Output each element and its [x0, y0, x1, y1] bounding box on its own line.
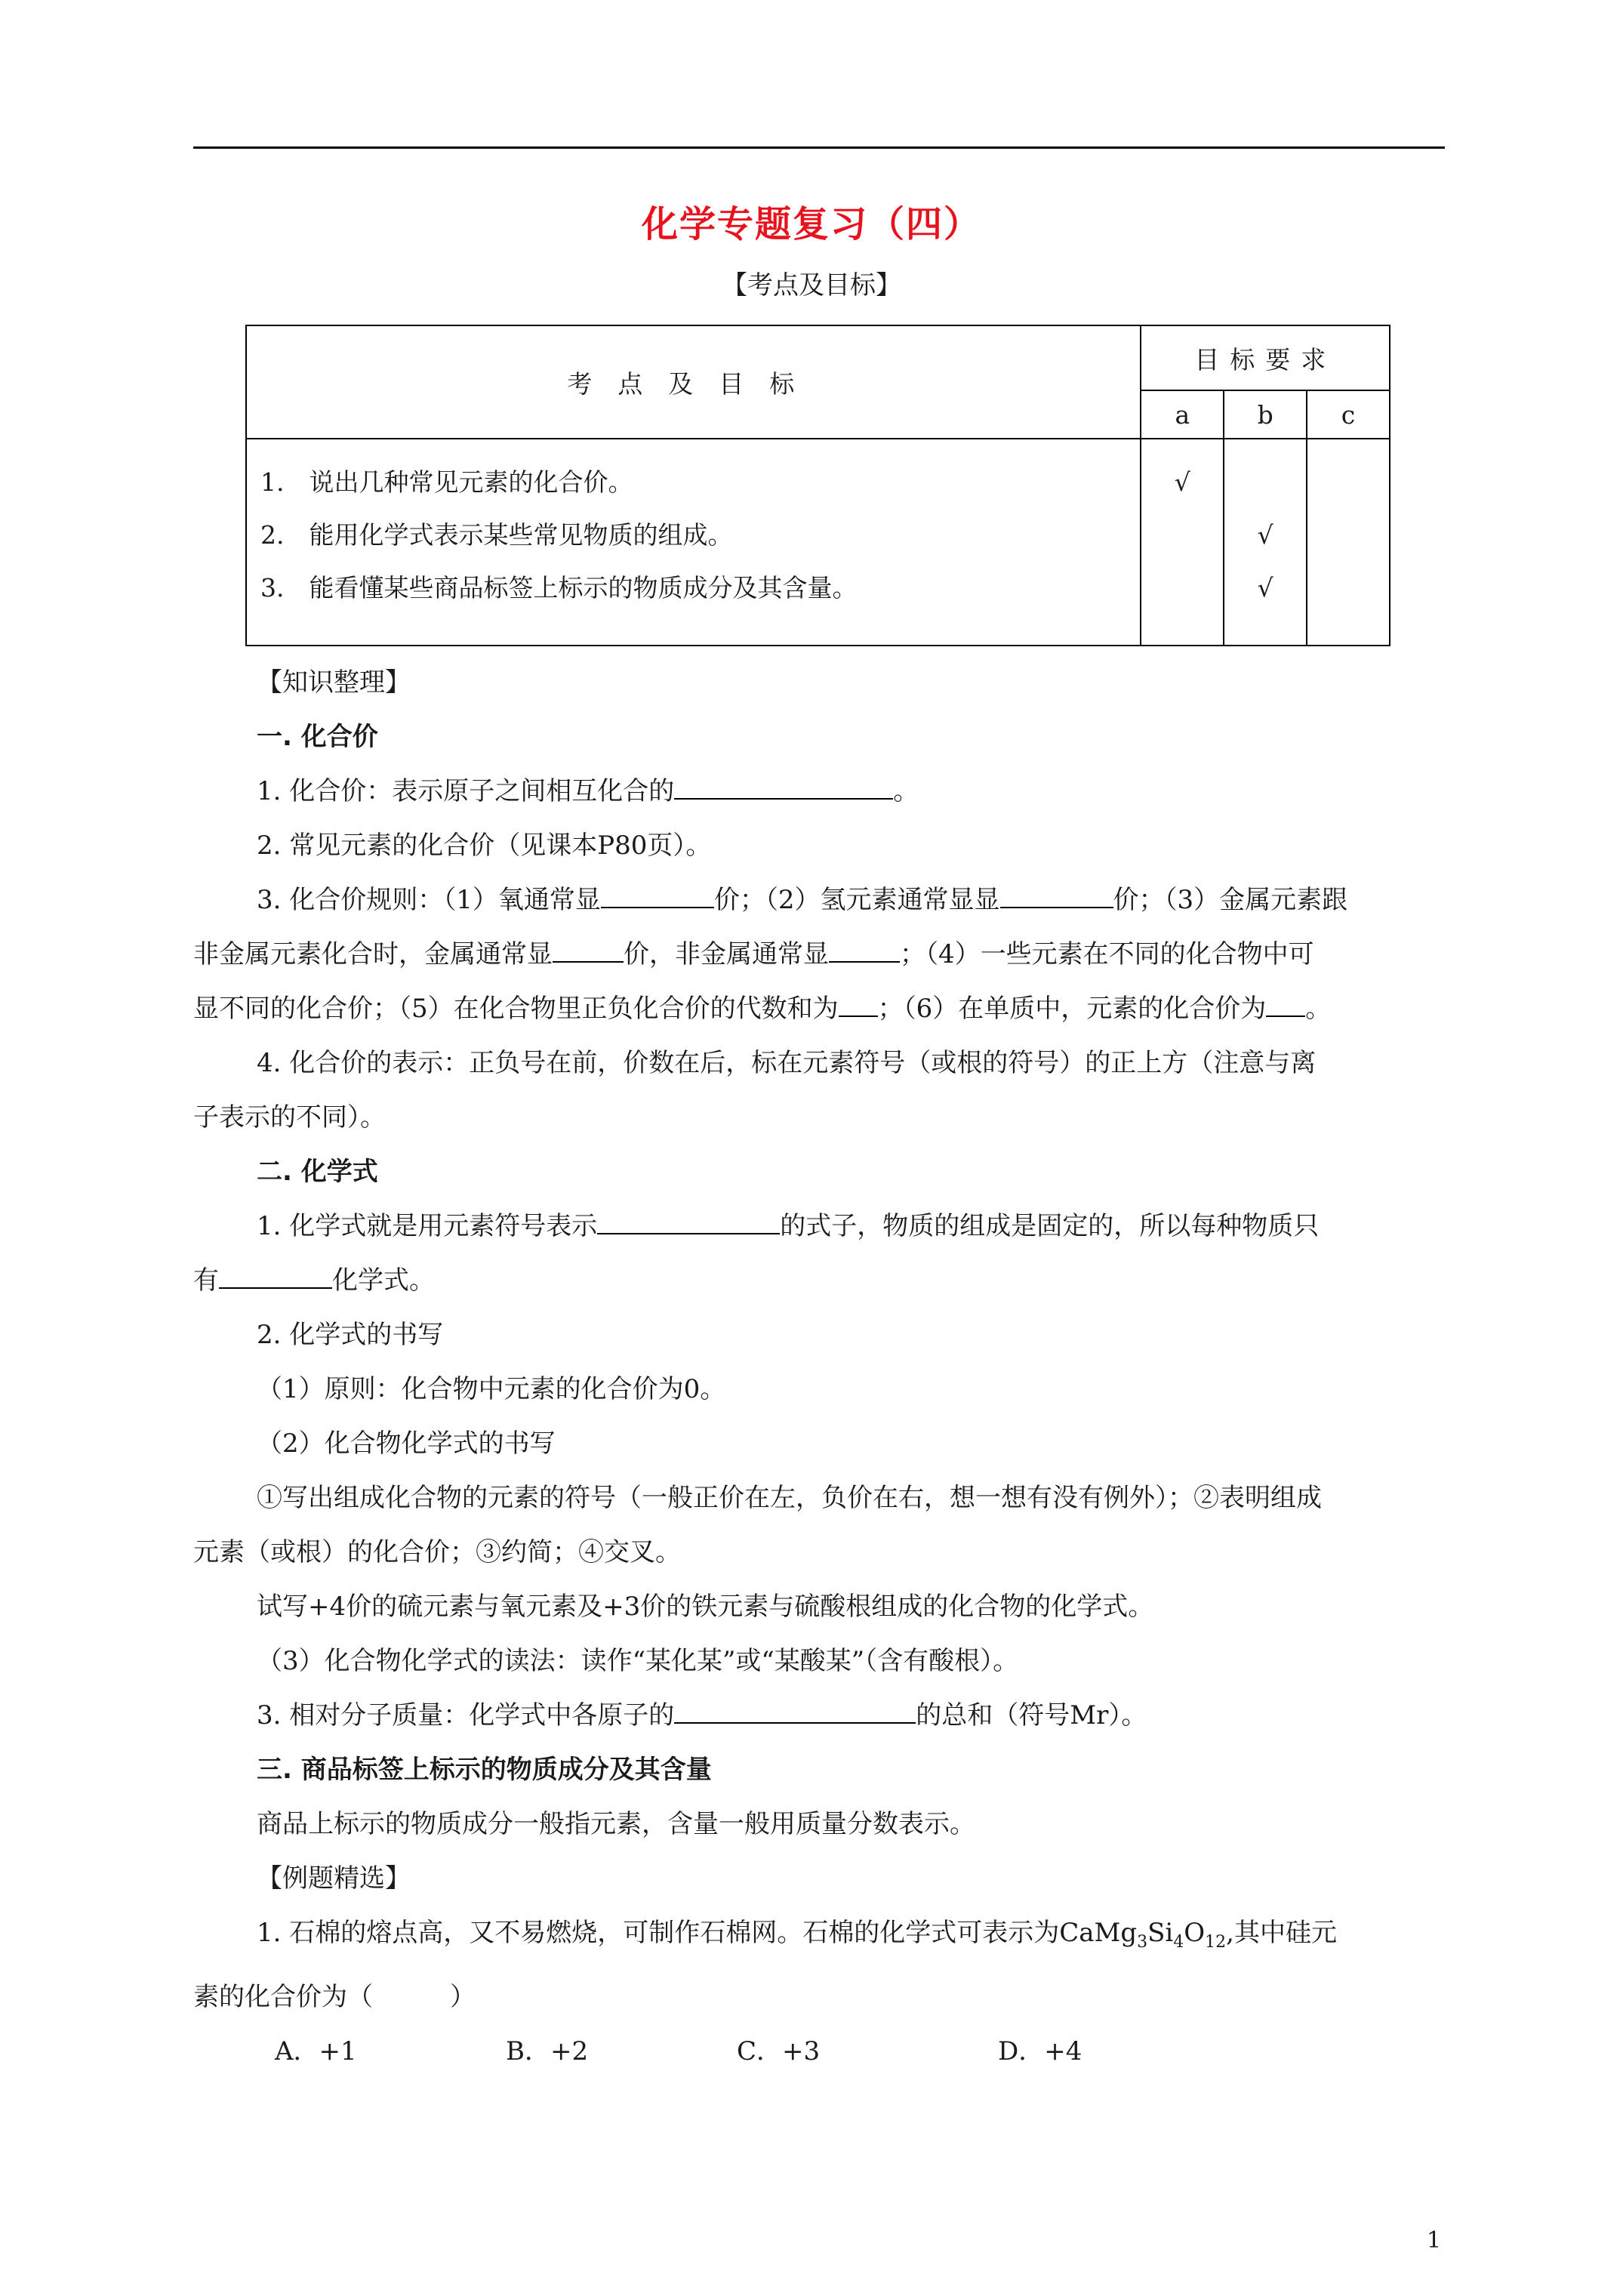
paragraph: 2. 化学式的书写: [257, 1320, 444, 1350]
paragraph: 元素（或根）的化合价；③约简；④交叉。: [193, 1537, 681, 1567]
page-title: 化学专题复习（四）: [641, 203, 981, 245]
option-a[interactable]: A．+1: [275, 2036, 357, 2066]
goal-items: [246, 439, 1141, 646]
paragraph: 3. 化合价规则：（1）氧通常显 价；（2）氢元素通常显显 价；（3）金属元素跟: [257, 885, 1348, 915]
table-header-main: 考点及目标: [246, 325, 1141, 439]
fill-blank[interactable]: [829, 938, 900, 963]
fill-blank[interactable]: [219, 1265, 332, 1289]
fill-blank[interactable]: [597, 1210, 780, 1234]
option-d[interactable]: D．+4: [998, 2036, 1083, 2066]
examples-heading: 【例题精选】: [257, 1863, 411, 1894]
paragraph: （1）原则：化合物中元素的化合价为0。: [257, 1374, 726, 1404]
goal-item: 1. 说出几种常见元素的化合价。: [260, 467, 633, 497]
paragraph: 非金属元素化合时，金属通常显 价，非金属通常显 ；（4）一些元素在不同的化合物中可: [193, 939, 1314, 969]
subtitle: 【考点及目标】: [722, 270, 901, 300]
section-3-title: 三. 商品标签上标示的物质成分及其含量: [257, 1755, 712, 1785]
paragraph: 3. 相对分子质量：化学式中各原子的 的总和（符号Mr）。: [257, 1700, 1147, 1730]
option-c[interactable]: C．+3: [737, 2036, 821, 2066]
check-col-a: [1141, 439, 1224, 646]
option-b[interactable]: B．+2: [506, 2036, 589, 2066]
fill-blank[interactable]: [601, 884, 714, 908]
paragraph: 2. 常见元素的化合价（见课本P80页）。: [257, 831, 712, 861]
paragraph: 4. 化合价的表示：正负号在前，价数在后，标在元素符号（或根的符号）的正上方（注意与离: [257, 1048, 1317, 1078]
check-mark: √: [1257, 573, 1273, 603]
section-1-title: 一. 化合价: [257, 722, 378, 752]
paragraph: 显不同的化合价；（5）在化合物里正负化合价的代数和为 ；（6）在单质中，元素的化合价为 。: [193, 994, 1332, 1024]
goal-item: 3. 能看懂某些商品标签上标示的物质成分及其含量。: [260, 573, 858, 603]
paragraph: 有 化学式。: [193, 1265, 435, 1296]
fill-blank[interactable]: [674, 1700, 916, 1724]
check-mark: √: [1174, 467, 1190, 497]
goal-item: 2. 能用化学式表示某些常见物质的组成。: [260, 520, 733, 550]
body-content: [193, 655, 1445, 2079]
paragraph: 商品上标示的物质成分一般指元素，含量一般用质量分数表示。: [257, 1809, 975, 1839]
page-number: 1: [1427, 2227, 1442, 2254]
question-1-cont: 素的化合价为（ ）: [193, 1981, 476, 2012]
paragraph: 试写+4价的硫元素与氧元素及+3价的铁元素与硫酸根组成的化合物的化学式。: [257, 1592, 1154, 1622]
check-col-b: [1224, 439, 1307, 646]
paragraph: （3）化合物化学式的读法：读作“某化某”或“某酸某”（含有酸根）。: [257, 1646, 1019, 1676]
col-c: c: [1307, 390, 1390, 439]
table-header-req: 目标要求: [1141, 325, 1390, 390]
question-1-options: [193, 2024, 1445, 2079]
paragraph: 1. 化合价：表示原子之间相互化合的 。: [257, 776, 919, 806]
fill-blank[interactable]: [553, 938, 624, 963]
question-1: 1. 石棉的熔点高，又不易燃烧，可制作石棉网。石棉的化学式可表示为$CaMg_3Si_4O_{12}$,其中硅元: [257, 1918, 1337, 1952]
col-a: a: [1141, 390, 1224, 439]
fill-blank[interactable]: [1000, 884, 1113, 908]
paragraph: （2）化合物化学式的书写: [257, 1428, 556, 1459]
header-rule: [193, 146, 1445, 149]
goals-table: [245, 325, 1390, 646]
fill-blank[interactable]: [674, 775, 893, 800]
fill-blank[interactable]: [839, 993, 878, 1017]
paragraph: 子表示的不同）。: [193, 1102, 386, 1133]
knowledge-heading: 【知识整理】: [257, 667, 411, 698]
col-b: b: [1224, 390, 1307, 439]
check-col-c: [1307, 439, 1390, 646]
check-mark: √: [1257, 520, 1273, 550]
paragraph: 1. 化学式就是用元素符号表示 的式子，物质的组成是固定的，所以每种物质只: [257, 1211, 1320, 1241]
paragraph: ①写出组成化合物的元素的符号（一般正价在左，负价在右，想一想有没有例外）；②表明组成: [257, 1483, 1322, 1513]
section-2-title: 二. 化学式: [257, 1157, 378, 1187]
fill-blank[interactable]: [1266, 993, 1305, 1017]
